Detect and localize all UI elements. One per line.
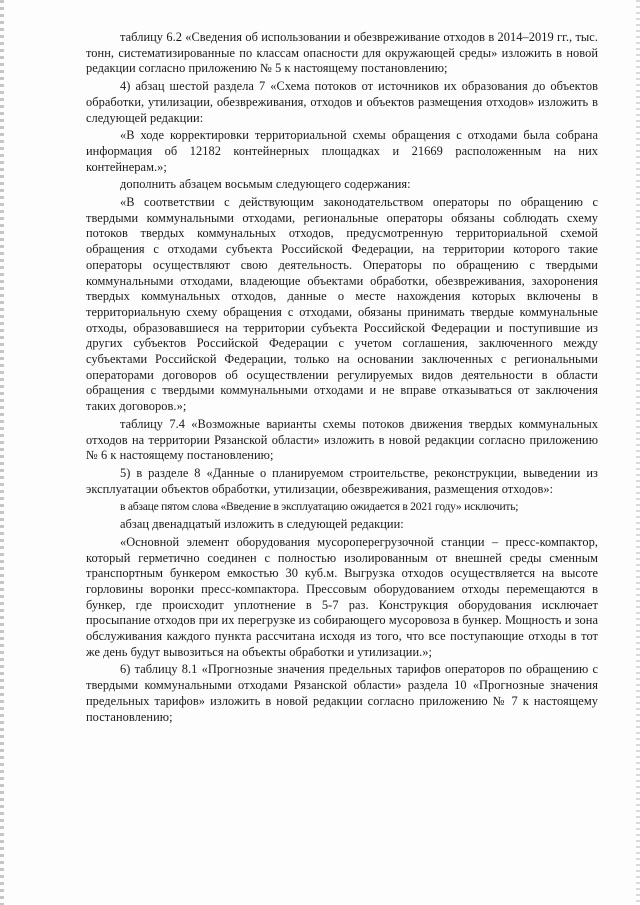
paragraph-quote-containers: «В ходе корректировки территориальной схемы обращения с отходами была собрана информация об 12182 контейнерных площадках и 21669 расположенным на них контейнерам.»; xyxy=(86,128,598,174)
scan-left-edge xyxy=(0,0,4,905)
document-body xyxy=(86,30,598,725)
paragraph-table-7-4: таблицу 7.4 «Возможные варианты схемы потоков движения твердых коммунальных отходов на территории Рязанской области» изложить в новой редакции согласно приложению № 6 к настоящему постановлению; xyxy=(86,416,598,463)
paragraph-fifth-abzac: в абзаце пятом слова «Введение в эксплуатацию ожидается в 2021 году» исключить; xyxy=(120,500,519,514)
paragraph-quote-compactor: «Основной элемент оборудования мусороперегрузочной станции – пресс-компактор, который герметично соединен с полностью изолированным от внешней среды сменным транспортным бункером емкостью 30 куб.м. Выгрузка отходов осуществляется на высоте горловины воронки пресс-компактора. Прессовым оборудованием отходы перемещаются в бункер, где происходит уплотнение в 5-7 раз. Конструкция оборудования исключает просыпание отходов при их перегрузке из собирающего мусоровоза в бункер. Мощность и зона обслуживания каждого пункта рассчитана исходя из того, что все поступающие отходы в тот же день будут вывозиться на объекты обработки и утилизации.»; xyxy=(86,534,598,659)
paragraph-item-6: 6) таблицу 8.1 «Прогнозные значения предельных тарифов операторов по обращению с твердыми коммунальными отходами Рязанской области» раздела 10 «Прогнозные значения предельных тарифов» изложить в новой редакции согласно приложению № 7 к настоящему постановлению; xyxy=(86,662,598,724)
paragraph-item-4: 4) абзац шестой раздела 7 «Схема потоков от источников их образования до объектов обработки, утилизации, обезвреживания, отходов и объектов размещения отходов» изложить в следующей редакции: xyxy=(86,79,598,125)
paragraph-quote-legislation: «В соответствии с действующим законодательством операторы по обращению с твердыми коммунальными отходами, региональные операторы обязаны соблюдать схему потоков твердых коммунальных отходов, предусмотренную территориальной схемой обращения с отходами субъекта Российской Федерации, на территории которого такие операторы осуществляют свою деятельность. Операторы по обращению с твердыми коммунальными отходами, владеющие объектами обработки, обезвреживания, захоронения твердых коммунальных отходов, данные о месте нахождения которых включены в территориальную схему обращения с отходами, обязаны принимать твердые коммунальные отходы, образовавшиеся на территории субъекта Российской Федерации и поступившие из других субъектов Российской Федерации с учетом соглашения, заключенного между субъектами Российской Федерации, только на основании заключенных с региональными операторами договоров об осуществлении регулируемых видов деятельности в области обращения с твердыми коммунальными отходами и не вправе отказываться от заключения таких договоров.»; xyxy=(86,195,598,414)
paragraph-table-6-2: таблицу 6.2 «Сведения об использовании и обезвреживание отходов в 2014–2019 гг., тыс. тонн, систематизированные по классам опасности для окружающей среды» изложить в новой редакции согласно приложению № 5 к настоящему постановлению; xyxy=(86,30,598,76)
paragraph-twelfth-abzac: абзац двенадцатый изложить в следующей редакции: xyxy=(120,517,404,532)
scan-right-edge xyxy=(636,0,640,905)
paragraph-add-eighth: дополнить абзацем восьмым следующего содержания: xyxy=(120,177,411,192)
paragraph-item-5: 5) в разделе 8 «Данные о планируемом строительстве, реконструкции, выведении из эксплуатации объектов обработки, утилизации, обезвреживания, размещения отходов»: xyxy=(86,465,598,496)
